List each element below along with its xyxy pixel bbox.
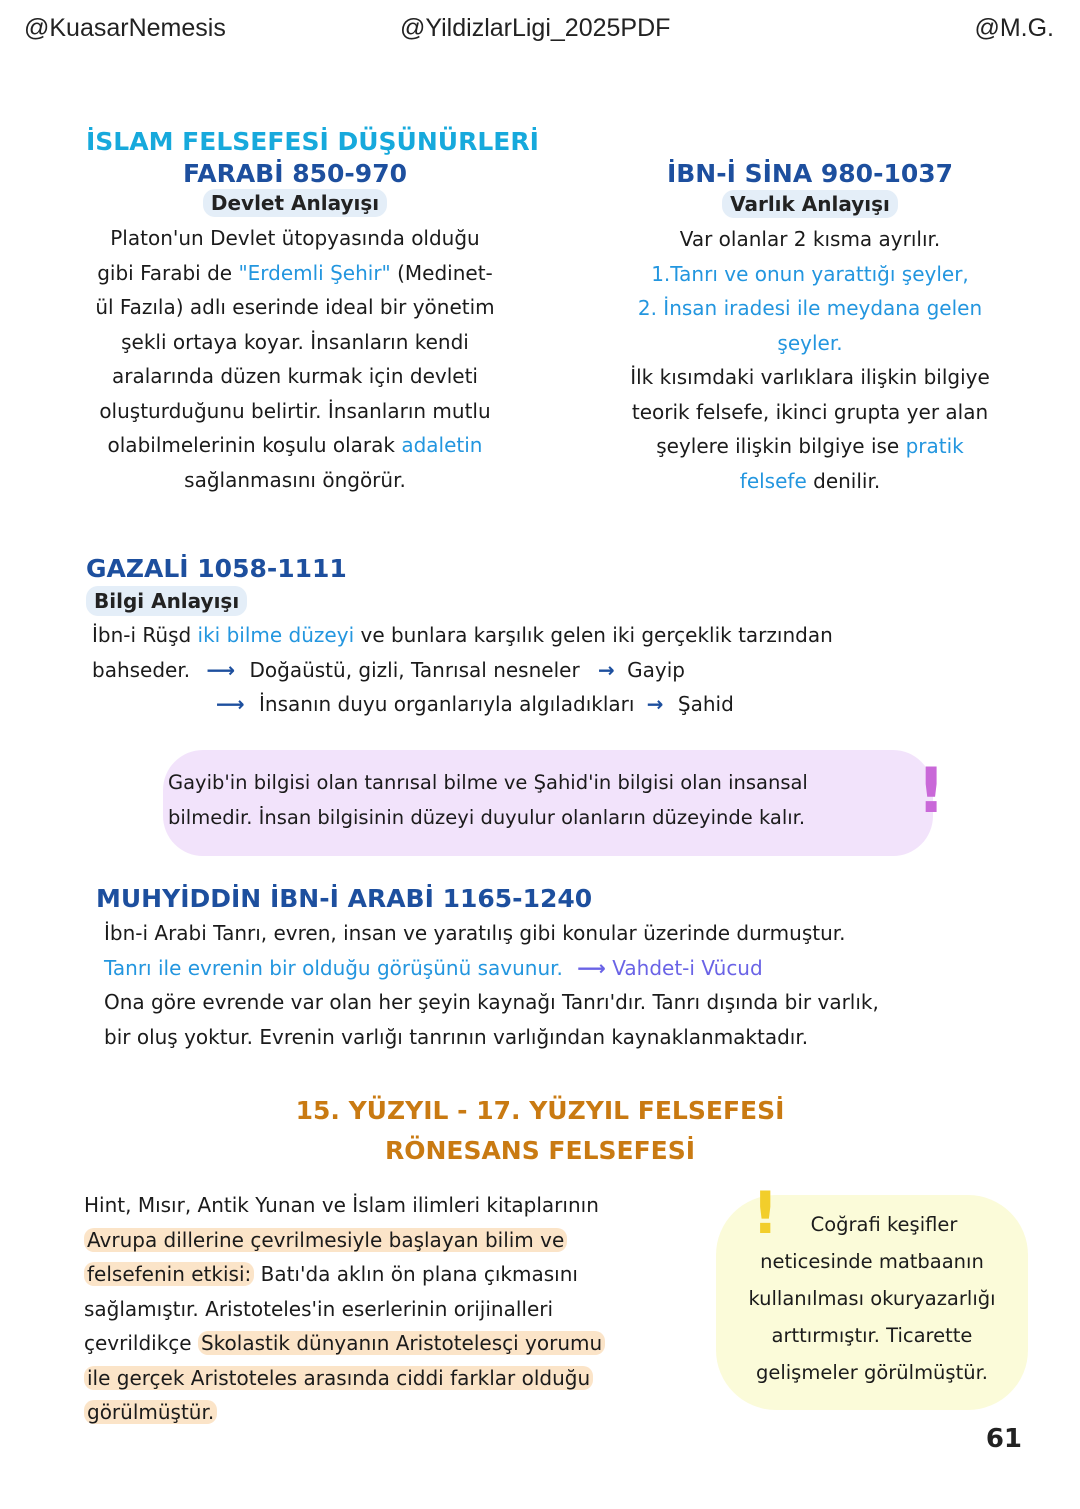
text-line: sağlanmasını öngörür. xyxy=(184,467,406,492)
text-line: Ona göre evrende var olan her şeyin kaynağı Tanrı'dır. Tanrı dışında bir varlık, xyxy=(104,990,879,1014)
vahdet-i-vucud-term: Vahdet-i Vücud xyxy=(612,955,763,980)
highlight: felsefenin etkisi: xyxy=(84,1262,254,1286)
gazali-section xyxy=(86,552,1046,722)
gazali-body xyxy=(86,618,1046,722)
farabi-body xyxy=(40,221,550,497)
highlight: Avrupa dillerine çevrilmesiyle başlayan bilim ve xyxy=(84,1228,567,1252)
text-line: teorik felsefe, ikinci grupta yer alan xyxy=(631,399,989,424)
arrow-icon: → xyxy=(598,657,615,682)
text-line: şeylere ilişkin bilgiye ise pratik xyxy=(656,434,964,458)
arrow-icon: ⟶ xyxy=(216,692,245,716)
text-line: 2. İnsan iradesi ile meydana gelen xyxy=(637,296,983,320)
arrow-icon: ⟶ xyxy=(577,955,606,980)
pratik-term: pratik xyxy=(905,434,964,458)
text-line: felsefe denilir. xyxy=(739,468,881,493)
text-line: olabilmelerinin koşulu olarak adaletin xyxy=(107,433,483,457)
renaissance-title: RÖNESANS FELSEFESİ xyxy=(384,1136,696,1165)
renaissance-body xyxy=(84,1188,704,1430)
exclamation-icon: ! xyxy=(917,754,946,827)
arabi-title: MUHYİDDİN İBN-İ ARABİ 1165-1240 xyxy=(96,884,593,913)
sahid-term: Şahid xyxy=(677,692,734,716)
text-line: oluşturduğunu belirtir. İnsanların mutlu xyxy=(99,398,491,423)
text-line: ül Fazıla) adlı eserinde ideal bir yönetim xyxy=(95,295,495,319)
text-line: Tanrı ile evrenin bir olduğu görüşünü savunur. ⟶ Vahdet-i Vücud xyxy=(104,955,763,980)
text-line: şekli ortaya koyar. İnsanların kendi xyxy=(121,329,469,354)
gazali-title: GAZALİ 1058-1111 xyxy=(86,554,347,583)
text-line: aralarında düzen kurmak için devleti xyxy=(112,364,478,388)
text-line: Platon'un Devlet ütopyasında olduğu xyxy=(110,226,480,250)
ibnsina-subtitle: Varlık Anlayışı xyxy=(722,190,898,218)
highlight: görülmüştür. xyxy=(84,1400,217,1424)
page-number: 61 xyxy=(985,1424,1022,1454)
section-main-title: İSLAM FELSEFESİ DÜŞÜNÜRLERİ xyxy=(86,127,539,156)
arrow-icon: → xyxy=(646,692,664,716)
adalet-term: adaletin xyxy=(401,433,483,457)
text-line: 1.Tanrı ve onun yarattığı şeyler, xyxy=(651,261,969,286)
header-right-handle: @M.G. xyxy=(974,14,1054,42)
arabi-body xyxy=(96,916,1046,1054)
farabi-section xyxy=(40,125,550,497)
text-line: İlk kısımdaki varlıklara ilişkin bilgiye xyxy=(630,365,990,389)
renaissance-period-title: 15. YÜZYIL - 17. YÜZYIL FELSEFESİ xyxy=(295,1096,785,1125)
gazali-note-text xyxy=(168,766,928,835)
text-line: gibi Farabi de "Erdemli Şehir" (Medinet- xyxy=(97,260,493,285)
text-line: felsefenin etkisi: Batı'da aklın ön plana çıkmasını xyxy=(84,1257,704,1292)
felsefe-term: felsefe xyxy=(739,468,807,493)
header-left-handle: @KuasarNemesis xyxy=(24,14,226,42)
text-line: arttırmıştır. Ticarette xyxy=(771,1324,973,1347)
text-line: bahseder. ⟶ Doğaüstü, gizli, Tanrısal nesneler → Gayip xyxy=(92,657,685,682)
ibnsina-section xyxy=(575,158,1045,498)
text-line: İbn-i Rüşd iki bilme düzeyi ve bunlara karşılık gelen iki gerçeklik tarzından xyxy=(92,623,833,647)
text-line: gelişmeler görülmüştür. xyxy=(755,1361,989,1384)
renaissance-note-text xyxy=(716,1206,1028,1391)
ibnsina-title: İBN-İ SİNA 980-1037 xyxy=(666,159,954,188)
text-line: Gayib'in bilgisi olan tanrısal bilme ve Şahid'in bilgisi olan insansal xyxy=(168,771,808,794)
text-line: ⟶ İnsanın duyu organlarıyla algıladıkları → Şahid xyxy=(216,692,734,716)
text-line: İbn-i Arabi Tanrı, evren, insan ve yaratılış gibi konular üzerinde durmuştur. xyxy=(104,921,846,945)
text-line: sağlamıştır. Aristoteles'in eserlerinin orijinalleri xyxy=(84,1296,554,1321)
text-line: bir oluş yoktur. Evrenin varlığı tanrının varlığından kaynaklanmaktadır. xyxy=(104,1024,809,1049)
text-line: çevrildikçe Skolastik dünyanın Aristotelesçi yorumu xyxy=(84,1326,704,1361)
erdemli-sehir-term: "Erdemli Şehir" xyxy=(238,260,391,285)
highlight: Skolastik dünyanın Aristotelesçi yorumu xyxy=(198,1331,605,1355)
iki-bilme-term: iki bilme düzeyi xyxy=(197,623,355,647)
text-line: şeyler. xyxy=(777,330,843,355)
gayip-term: Gayip xyxy=(627,657,685,682)
gazali-subtitle: Bilgi Anlayışı xyxy=(86,586,247,616)
exclamation-icon: ! xyxy=(752,1179,779,1247)
arabi-section xyxy=(96,882,1046,1054)
ibnsina-body xyxy=(575,222,1045,498)
text-line xyxy=(84,1223,704,1258)
header-center-handle: @YildizlarLigi_2025PDF xyxy=(400,14,671,42)
text-line xyxy=(84,1395,704,1430)
text-line: bilmedir. İnsan bilgisinin düzeyi duyulur olanların düzeyinde kalır. xyxy=(168,805,806,829)
farabi-subtitle: Devlet Anlayışı xyxy=(203,189,387,217)
text-line: Coğrafi keşifler xyxy=(810,1213,958,1236)
text-line xyxy=(84,1361,704,1396)
highlight: ile gerçek Aristoteles arasında ciddi farklar olduğu xyxy=(84,1366,593,1390)
farabi-title: FARABİ 850-970 xyxy=(183,159,407,188)
text-line: Var olanlar 2 kısma ayrılır. xyxy=(679,227,941,251)
arrow-icon: ⟶ xyxy=(206,657,236,682)
text-line: neticesinde matbaanın xyxy=(760,1250,984,1273)
text-line: kullanılması okuryazarlığı xyxy=(748,1287,996,1310)
text-line: Hint, Mısır, Antik Yunan ve İslam ilimleri kitaplarının xyxy=(84,1193,599,1217)
